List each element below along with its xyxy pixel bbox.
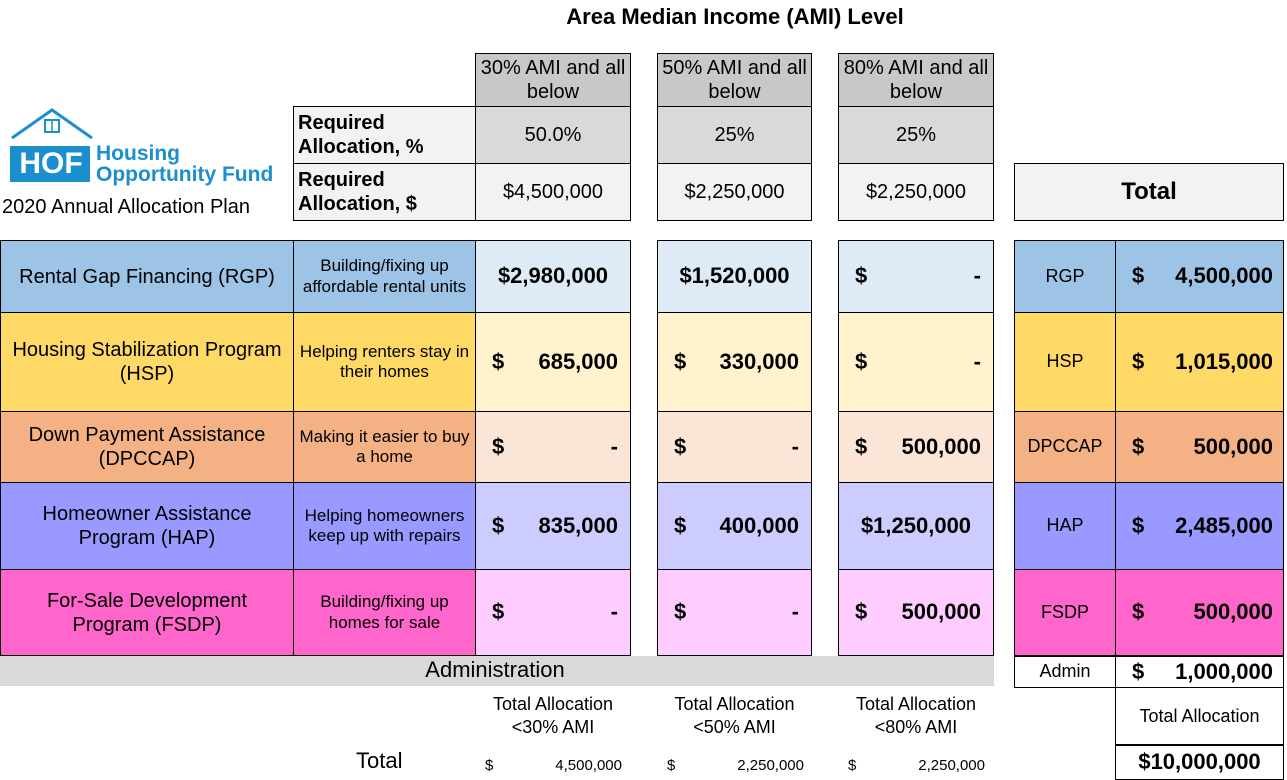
currency-symbol: $	[855, 263, 868, 289]
req-pct-50: 25%	[657, 106, 812, 164]
currency-symbol: $	[492, 512, 505, 538]
admin-total	[1115, 656, 1284, 688]
currency-symbol: $	[1132, 599, 1145, 625]
currency-symbol: $	[1132, 348, 1145, 374]
program-abbr-rgp: RGP	[1014, 240, 1116, 313]
amount-hap-a50	[657, 482, 812, 570]
currency-symbol: $	[492, 433, 505, 459]
logo	[8, 106, 288, 192]
amount-value: 330,000	[719, 348, 799, 374]
bottom-value-80	[848, 757, 985, 774]
amount-fsdp-a30	[475, 569, 631, 656]
req-pct-label: Required Allocation, %	[293, 106, 476, 164]
program-desc-rgp: Building/fixing up affordable rental units	[293, 240, 476, 313]
program-total-dpccap	[1115, 411, 1284, 483]
currency-symbol: $	[674, 433, 687, 459]
total-allocation-label: Total Allocation	[1115, 687, 1284, 745]
program-total-fsdp	[1115, 569, 1284, 656]
currency-symbol: $	[674, 348, 687, 374]
amount-dpccap-a50	[657, 411, 812, 483]
program-total-rgp	[1115, 240, 1284, 313]
bottom-label-80: Total Allocation <80% AMI	[855, 694, 977, 738]
program-total-hap	[1115, 482, 1284, 570]
program-desc-hap: Helping homeowners keep up with repairs	[293, 482, 476, 570]
currency-symbol: $	[674, 512, 687, 538]
amount-rgp-a80	[838, 240, 994, 313]
currency-symbol: $	[855, 348, 868, 374]
amount-fsdp-a50	[657, 569, 812, 656]
plan-title: 2020 Annual Allocation Plan	[2, 196, 250, 218]
program-name-dpccap: Down Payment Assistance (DPCCAP)	[0, 411, 294, 483]
amount-dpccap-a80	[838, 411, 994, 483]
logo-line1: Housing	[96, 142, 180, 165]
currency-symbol: $	[492, 348, 505, 374]
req-pct-80: 25%	[838, 106, 994, 164]
amount-value: -	[610, 433, 618, 459]
req-dollars-50: $2,250,000	[657, 163, 812, 221]
admin-total-value: 1,000,000	[1175, 658, 1273, 684]
req-dollars-label: Required Allocation, $	[293, 163, 476, 221]
admin-label: Administration	[425, 657, 565, 682]
amount-hap-a80	[838, 482, 994, 570]
amount-value: 500,000	[901, 599, 981, 625]
program-name-hap: Homeowner Assistance Program (HAP)	[0, 482, 294, 570]
program-abbr-dpccap: DPCCAP	[1014, 411, 1116, 483]
amount-dpccap-a30	[475, 411, 631, 483]
currency-symbol: $	[674, 599, 687, 625]
req-dollars-80: $2,250,000	[838, 163, 994, 221]
currency-symbol: $	[855, 433, 868, 459]
currency-symbol: $	[1132, 512, 1145, 538]
program-abbr-hap: HAP	[1014, 482, 1116, 570]
total-header: Total	[1014, 163, 1284, 221]
logo-line2: Opportunity Fund	[96, 163, 274, 186]
bottom-amount-30: 4,500,000	[555, 757, 622, 774]
amount-value: -	[973, 263, 981, 289]
logo-abbr: HOF	[19, 147, 83, 180]
currency-symbol: $	[1132, 433, 1145, 459]
bottom-symbol-50: $	[667, 757, 676, 774]
amount-rgp-a30	[475, 240, 631, 313]
req-dollars-30: $4,500,000	[475, 163, 631, 221]
amount-value: -	[791, 599, 799, 625]
bottom-symbol-80: $	[848, 757, 857, 774]
ami-50-header: 50% AMI and all below	[657, 53, 812, 107]
program-name-rgp: Rental Gap Financing (RGP)	[0, 240, 294, 313]
bottom-total-label: Total	[356, 748, 403, 773]
req-pct-30: 50.0%	[475, 106, 631, 164]
bottom-symbol-30: $	[485, 757, 494, 774]
total-value: 1,015,000	[1175, 348, 1273, 374]
amount-fsdp-a80	[838, 569, 994, 656]
amount-hsp-a50	[657, 312, 812, 412]
program-total-hsp	[1115, 312, 1284, 412]
bottom-label-50: Total Allocation <50% AMI	[674, 694, 795, 738]
amount-hap-a30	[475, 482, 631, 570]
ami-80-header: 80% AMI and all below	[838, 53, 994, 107]
total-value: 4,500,000	[1175, 263, 1273, 289]
total-value: 2,485,000	[1175, 512, 1273, 538]
amount-value: $2,980,000	[497, 263, 609, 289]
ami-30-header: 30% AMI and all below	[475, 53, 631, 107]
program-name-fsdp: For-Sale Development Program (FSDP)	[0, 569, 294, 656]
program-abbr-hsp: HSP	[1014, 312, 1116, 412]
amount-hsp-a30	[475, 312, 631, 412]
program-desc-dpccap: Making it easier to buy a home	[293, 411, 476, 483]
amount-value: 685,000	[538, 348, 618, 374]
amount-value: $1,520,000	[679, 263, 790, 289]
amount-rgp-a50	[657, 240, 812, 313]
currency-symbol: $	[855, 599, 868, 625]
amount-value: 400,000	[719, 512, 799, 538]
grand-total: $10,000,000	[1115, 744, 1284, 780]
amount-value: 835,000	[538, 512, 618, 538]
currency-symbol: $	[1132, 263, 1145, 289]
program-name-hsp: Housing Stabilization Program (HSP)	[0, 312, 294, 412]
bottom-value-30	[485, 757, 622, 774]
amount-value: $1,250,000	[860, 512, 972, 538]
admin-abbr: Admin	[1014, 656, 1116, 688]
total-value: 500,000	[1193, 433, 1273, 459]
bottom-amount-80: 2,250,000	[918, 757, 985, 774]
page-title: Area Median Income (AMI) Level	[566, 4, 904, 29]
program-desc-hsp: Helping renters stay in their homes	[293, 312, 476, 412]
program-desc-fsdp: Building/fixing up homes for sale	[293, 569, 476, 656]
currency-symbol: $	[492, 599, 505, 625]
amount-value: -	[973, 348, 981, 374]
bottom-value-50	[667, 757, 804, 774]
amount-value: 500,000	[901, 433, 981, 459]
amount-value: -	[610, 599, 618, 625]
admin-total-symbol: $	[1132, 658, 1145, 684]
bottom-label-30: Total Allocation <30% AMI	[492, 694, 614, 738]
bottom-amount-50: 2,250,000	[737, 757, 804, 774]
total-value: 500,000	[1193, 599, 1273, 625]
amount-value: -	[791, 433, 799, 459]
amount-hsp-a80	[838, 312, 994, 412]
program-abbr-fsdp: FSDP	[1014, 569, 1116, 656]
